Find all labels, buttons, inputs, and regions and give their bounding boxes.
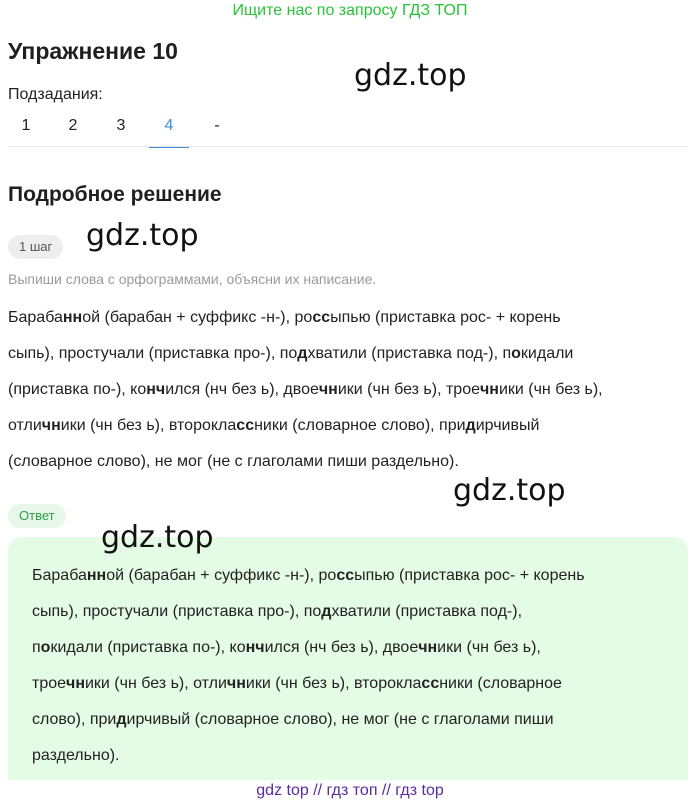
solution-line: отличники (чн без ь), второклассники (словарное слово), придирчивый xyxy=(8,417,540,434)
tab-subtask-dash[interactable]: - xyxy=(214,117,220,134)
answer-line: Барабанной (барабан + суффикс -н-), россыпью (приставка рос- + корень xyxy=(32,567,585,584)
tab-subtask-4[interactable]: 4 xyxy=(149,112,189,148)
answer-line: слово), придирчивый (словарное слово), не мог (не с глаголами пиши xyxy=(32,711,554,728)
watermark: gdz.top xyxy=(101,520,214,555)
page-title: Упражнение 10 xyxy=(8,38,178,64)
promo-banner[interactable]: Ищите нас по запросу ГДЗ ТОП xyxy=(232,2,468,19)
step-badge: 1 шаг xyxy=(8,235,63,259)
answer-line: раздельно). xyxy=(32,747,120,764)
tab-subtask-2[interactable]: 2 xyxy=(68,117,78,134)
solution-line: Барабанной (барабан + суффикс -н-), россыпью (приставка рос- + корень xyxy=(8,309,561,326)
solution-text xyxy=(8,300,688,480)
watermark: gdz.top xyxy=(453,473,566,508)
watermark: gdz.top xyxy=(86,218,199,253)
answer-badge: Ответ xyxy=(8,504,66,528)
solution-heading: Подробное решение xyxy=(8,183,222,206)
tab-subtask-3[interactable]: 3 xyxy=(116,117,126,134)
tab-subtask-1[interactable]: 1 xyxy=(21,117,31,134)
answer-box xyxy=(8,537,688,780)
answer-line: сыпь), простучали (приставка про-), подхватили (приставка под-), xyxy=(32,603,523,620)
footer-links[interactable]: gdz top // гдз топ // гдз top xyxy=(256,782,444,799)
answer-text xyxy=(32,558,672,774)
watermark: gdz.top xyxy=(354,58,467,93)
solution-line: (приставка по-), кончился (нч без ь), двоечники (чн без ь), троечники (чн без ь), xyxy=(8,381,603,398)
answer-line: покидали (приставка по-), кончился (нч без ь), двоечники (чн без ь), xyxy=(32,639,541,656)
divider xyxy=(8,146,688,147)
answer-line: троечники (чн без ь), отличники (чн без ь), второклассники (словарное xyxy=(32,675,562,692)
subtasks-label: Подзадания: xyxy=(8,86,103,103)
task-text: Выпиши слова с орфограммами, объясни их написание. xyxy=(8,271,377,287)
solution-line: (словарное слово), не мог (не с глаголами пиши раздельно). xyxy=(8,453,459,470)
solution-line: сыпь), простучали (приставка про-), подхватили (приставка под-), покидали xyxy=(8,345,574,362)
